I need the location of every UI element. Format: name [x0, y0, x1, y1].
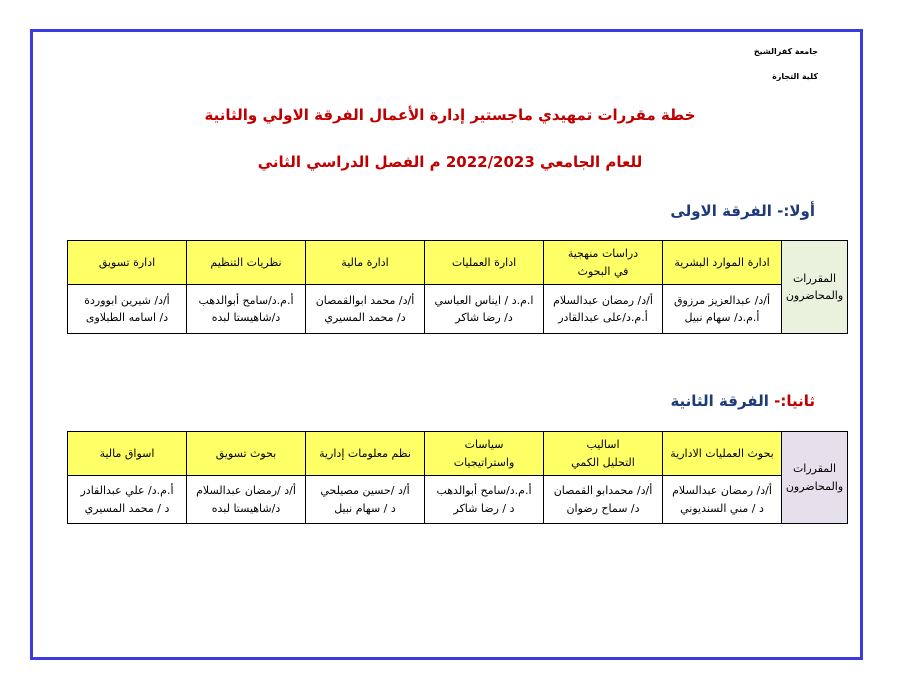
lecturers-cell	[544, 285, 663, 334]
course-name: ادارة مالية	[341, 255, 389, 269]
course-name: في البحوث	[577, 264, 629, 278]
course-name: بحوث تسويق	[215, 446, 277, 460]
lecturer: د / مني السنديوني	[680, 501, 764, 515]
lecturer: أ/د /حسين مصيلحي	[320, 484, 410, 498]
course-cell	[544, 432, 663, 476]
course-cell	[306, 241, 425, 285]
lecturer: أ.م.د/سامح أبوالدهب	[436, 484, 532, 498]
corner-label-line: المقررات	[792, 271, 837, 285]
course-name: التحليل الكمي	[571, 455, 635, 469]
corner-label-line: المقررات	[792, 462, 837, 476]
page-subtitle: للعام الجامعي 2022/2023 م الفصل الدراسي الثاني	[257, 153, 643, 171]
corner-label-cell	[782, 432, 848, 524]
lecturer: ا.م.د / ايناس العباسي	[434, 293, 534, 307]
lecturer: د/شاهيستا لبده	[211, 311, 281, 324]
course-name: ادارة العمليات	[451, 255, 517, 269]
faculty-name: كلية التجارة	[772, 72, 818, 81]
course-cell	[68, 241, 187, 285]
course-cell	[187, 241, 306, 285]
course-name: نظريات التنظيم	[210, 255, 282, 269]
lecturer: أ/د/ عبدالعزيز مرزوق	[673, 293, 771, 307]
corner-label-line: والمحاضرون	[785, 289, 844, 302]
lecturer: د/ سماح رضوان	[566, 501, 640, 515]
lecturers-cell	[663, 285, 782, 334]
lecturer: أ/د/ رمضان عبدالسلام	[553, 293, 653, 307]
course-name: اساليب	[586, 438, 620, 452]
course-cell	[425, 241, 544, 285]
lecturers-cell	[306, 476, 425, 524]
course-cell	[187, 432, 306, 476]
section-name: الفرقة الثانية	[670, 392, 769, 410]
lecturers-cell	[187, 285, 306, 334]
course-name: سياسات	[464, 438, 504, 452]
lecturers-cell	[68, 476, 187, 524]
course-cell	[306, 432, 425, 476]
lecturers-cell	[544, 476, 663, 524]
lecturers-cell	[306, 285, 425, 334]
course-name: ادارة الموارد البشرية	[674, 255, 770, 269]
section-heading-first-year	[670, 202, 815, 220]
course-cell	[663, 432, 782, 476]
corner-label-line: والمحاضرون	[785, 479, 844, 493]
lecturer: أ.م.د/ سهام نبيل	[684, 311, 760, 324]
course-name: دراسات منهجية	[567, 247, 639, 261]
lecturer: أ.م.د/على عبدالقادر	[558, 311, 648, 324]
lecturer: أ.م.د/سامح أبوالدهب	[198, 293, 294, 307]
lecturer: أ/د/ شيرين ابووردة	[84, 293, 170, 307]
lecturers-cell	[68, 285, 187, 334]
lecturers-cell	[425, 285, 544, 334]
lecturer: أ/د/ محمد ابوالقمصان	[315, 293, 415, 307]
section-prefix: أولا:-	[777, 202, 815, 220]
lecturer: د / محمد المسيري	[84, 501, 170, 515]
course-cell	[425, 432, 544, 476]
lecturers-cell	[187, 476, 306, 524]
lecturers-cell	[663, 476, 782, 524]
lecturer: أ/د/ محمدابو القمصان	[553, 484, 653, 498]
courses-table-first-year	[67, 240, 848, 334]
university-name: جامعة كفرالشيخ	[753, 47, 818, 56]
lecturer: د/شاهيستا لبده	[211, 501, 281, 515]
lecturer: أ.م.د/ علي عبدالقادر	[80, 484, 174, 498]
page-title: خطة مقررات تمهيدي ماجستير إدارة الأعمال الفرقة الاولي والثانية	[204, 106, 696, 124]
course-name: اسواق مالية	[99, 446, 155, 460]
course-cell	[544, 241, 663, 285]
lecturers-cell	[425, 476, 544, 524]
course-name: واستراتيجيات	[453, 455, 515, 469]
lecturer: د/ رضا شاكر	[455, 311, 513, 324]
lecturer: أ/د /رمضان عبدالسلام	[196, 484, 296, 498]
lecturer: د / سهام نبيل	[334, 501, 396, 515]
courses-table-second-year	[67, 431, 848, 524]
course-cell	[663, 241, 782, 285]
lecturer: د/ محمد المسيري	[324, 311, 406, 324]
lecturer: أ/د/ رمضان عبدالسلام	[672, 484, 772, 498]
section-prefix: ثانيا:-	[774, 392, 815, 410]
lecturer: د / رضا شاكر	[453, 501, 515, 515]
section-name: الفرقة الاولى	[670, 202, 772, 220]
section-heading-second-year	[670, 392, 815, 410]
course-name: بحوث العمليات الادارية	[670, 446, 774, 460]
course-cell	[68, 432, 187, 476]
lecturer: د/ اسامه الطبلاوى	[85, 311, 169, 324]
corner-label-cell	[782, 241, 848, 334]
course-name: ادارة تسويق	[98, 255, 156, 269]
course-name: نظم معلومات إدارية	[319, 446, 411, 460]
